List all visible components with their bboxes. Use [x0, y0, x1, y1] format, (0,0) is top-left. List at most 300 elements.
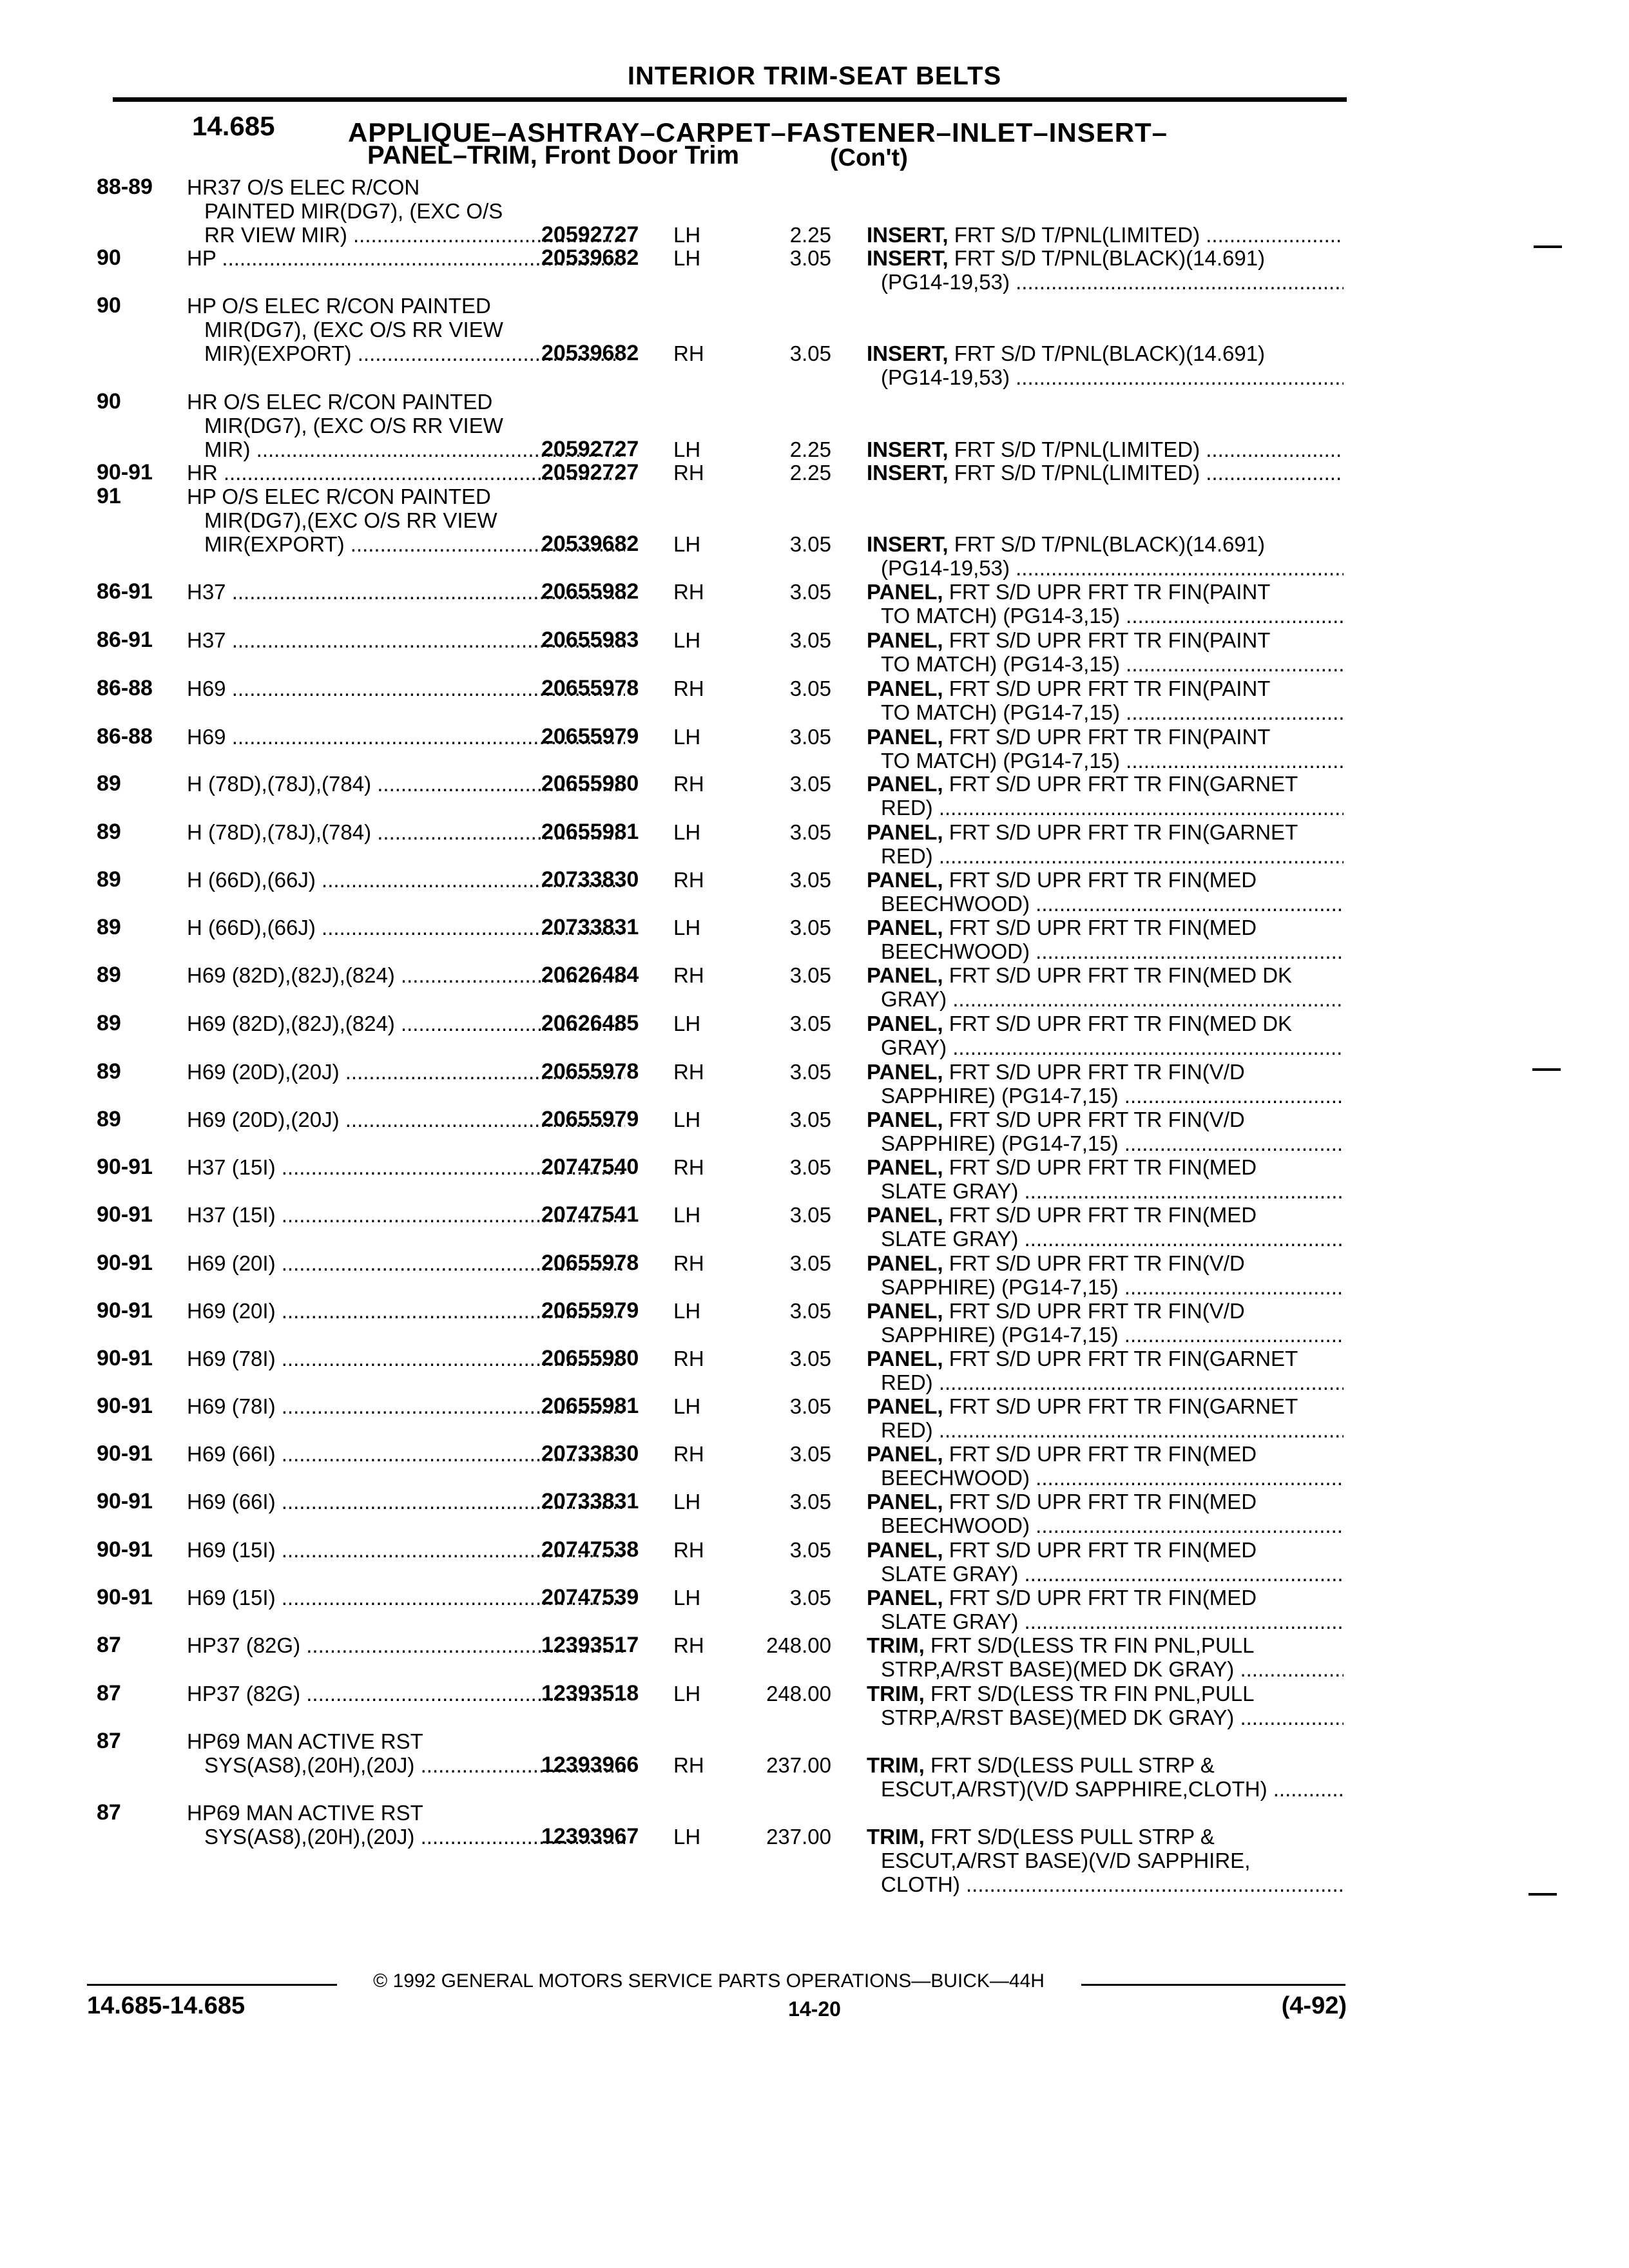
entry-quantity: 3.05: [789, 246, 831, 270]
entry-model-line: H (78D),(78J),(784) .....: [187, 820, 625, 844]
entry-side: RH: [673, 868, 704, 892]
entry-description-line: SLATE GRAY) .....: [867, 1179, 1344, 1203]
entry-description-keyword: PANEL,: [867, 772, 943, 796]
entry-year: 89: [97, 1011, 121, 1035]
entry-model-line: HP O/S ELEC R/CON PAINTED: [187, 294, 491, 318]
entry-description-line: [867, 1299, 1344, 1323]
entry-description-text: FRT S/D UPR FRT TR FIN(GARNET: [949, 820, 1298, 844]
entry-model-line: MIR)(EXPORT) .....: [187, 341, 625, 365]
entry-description-line: GRAY) .....: [867, 987, 1344, 1011]
entry-description: [867, 1394, 1344, 1442]
entry-description-text: FRT S/D UPR FRT TR FIN(MED: [949, 868, 1257, 892]
entry-year: 90-91: [97, 1489, 153, 1514]
margin-mark: [1528, 1893, 1557, 1896]
entry-description: [867, 246, 1344, 294]
entry-description: [867, 1753, 1344, 1801]
entry-part-number: 20592727: [541, 460, 639, 485]
entry-description: [867, 725, 1344, 773]
entry-description-keyword: PANEL,: [867, 916, 943, 939]
entry-side: RH: [673, 1633, 704, 1657]
entry-year: 89: [97, 771, 121, 796]
entry-description: [867, 1251, 1344, 1299]
entry-description: [867, 1825, 1344, 1896]
section-title-line1: APPLIQUE–ASHTRAY–CARPET–FASTENER–INLET–INSERT–: [348, 117, 1168, 148]
entry-year: 90-91: [97, 1155, 153, 1179]
entry-model-line: H69 (66I) .....: [187, 1442, 625, 1466]
entry-side: RH: [673, 461, 704, 485]
entry-description: [867, 1203, 1344, 1251]
entry-description: [867, 223, 1344, 247]
entry-description-line: [867, 1682, 1344, 1706]
entry-side: LH: [673, 1682, 701, 1706]
entry-year: 90-91: [97, 1346, 153, 1370]
entry-description: [867, 916, 1344, 963]
entry-description: [867, 437, 1344, 461]
entry-description-text: FRT S/D UPR FRT TR FIN(PAINT: [949, 628, 1271, 652]
entry-description-keyword: TRIM,: [867, 1753, 925, 1777]
entry-quantity: 3.05: [789, 1394, 831, 1418]
entry-side: LH: [673, 1825, 701, 1849]
entry-description-text: FRT S/D UPR FRT TR FIN(MED: [949, 1490, 1257, 1514]
entry-description: [867, 1108, 1344, 1155]
entry-year: 87: [97, 1729, 121, 1753]
entry-description-keyword: PANEL,: [867, 580, 943, 604]
entry-quantity: 2.25: [789, 223, 831, 247]
entry-description-text: FRT S/D T/PNL(LIMITED): [954, 223, 1200, 247]
entry-model-line: SYS(AS8),(20H),(20J) .....: [187, 1753, 625, 1777]
entry-side: LH: [673, 1394, 701, 1418]
entry-model-line: H69 (82D),(82J),(824) .....: [187, 1012, 625, 1035]
entry-description-line: BEECHWOOD) .....: [867, 1466, 1344, 1490]
entry-year: 89: [97, 867, 121, 892]
entry-description-line: TO MATCH) (PG14-7,15) .....: [867, 749, 1344, 773]
entry-description: [867, 1012, 1344, 1059]
entry-description-line: [867, 1108, 1344, 1131]
entry-description-text: FRT S/D T/PNL(BLACK)(14.691): [954, 532, 1266, 556]
entry-description-text: FRT S/D UPR FRT TR FIN(MED DK: [949, 1012, 1293, 1035]
entry-description-line: TO MATCH) (PG14-3,15) .....: [867, 604, 1344, 628]
entry-part-number: 20747538: [541, 1537, 639, 1562]
entry-side: RH: [673, 1347, 704, 1370]
entry-description: [867, 461, 1344, 485]
entry-year: 90: [97, 389, 121, 414]
entry-quantity: 237.00: [766, 1825, 831, 1849]
entry-description-keyword: PANEL,: [867, 1490, 943, 1514]
entry-description: [867, 677, 1344, 724]
entry-year: 87: [97, 1681, 121, 1706]
entry-description-line: [867, 532, 1344, 556]
entry-side: LH: [673, 628, 701, 652]
entry-model-line: MIR(DG7),(EXC O/S RR VIEW: [204, 508, 497, 532]
entry-description-line: TO MATCH) (PG14-7,15) .....: [867, 700, 1344, 724]
entry-part-number: 20655978: [541, 1251, 639, 1275]
entry-description-line: [867, 1586, 1344, 1610]
entry-part-number: 12393967: [541, 1824, 639, 1849]
entry-quantity: 3.05: [789, 963, 831, 987]
entry-description: [867, 1490, 1344, 1537]
entry-side: LH: [673, 1108, 701, 1131]
entry-year: 87: [97, 1800, 121, 1825]
entry-description-line: (PG14-19,53) .....: [867, 270, 1344, 294]
entry-description-keyword: PANEL,: [867, 1442, 943, 1466]
entry-description-line: [867, 963, 1344, 987]
entry-description-text: FRT S/D UPR FRT TR FIN(MED: [949, 1442, 1257, 1466]
entry-side: LH: [673, 246, 701, 270]
entry-year: 89: [97, 820, 121, 844]
entry-quantity: 248.00: [766, 1633, 831, 1657]
footer-copyright: © 1992 GENERAL MOTORS SERVICE PARTS OPERATIONS—BUICK—44H: [373, 1970, 1045, 1992]
entry-part-number: 20539682: [541, 532, 639, 556]
entry-year: 91: [97, 484, 121, 508]
entry-part-number: 20733831: [541, 915, 639, 939]
entry-description-text: FRT S/D UPR FRT TR FIN(V/D: [949, 1060, 1245, 1084]
entry-description: [867, 341, 1344, 389]
entry-model-line: H (66D),(66J) .....: [187, 868, 625, 892]
entry-description-text: FRT S/D(LESS TR FIN PNL,PULL: [930, 1682, 1255, 1706]
entry-description-line: RED) .....: [867, 1418, 1344, 1442]
entry-description: [867, 772, 1344, 820]
entry-description-line: TO MATCH) (PG14-3,15) .....: [867, 652, 1344, 676]
entry-description-keyword: PANEL,: [867, 1108, 943, 1131]
footer-date-code: (4-92): [1281, 1992, 1347, 2019]
entry-year: 90-91: [97, 1298, 153, 1323]
section-title-line2: PANEL–TRIM, Front Door Trim: [367, 141, 740, 169]
entry-description-line: RED) .....: [867, 1370, 1344, 1394]
entry-description-keyword: PANEL,: [867, 963, 943, 987]
entry-model-line: H37 .....: [187, 628, 625, 652]
entry-description-keyword: PANEL,: [867, 1012, 943, 1035]
entry-description-line: [867, 1347, 1344, 1370]
entry-description-line: (PG14-19,53) .....: [867, 365, 1344, 389]
entry-side: RH: [673, 963, 704, 987]
entry-year: 90: [97, 293, 121, 318]
entry-description-line: [867, 677, 1344, 700]
entry-description: [867, 1586, 1344, 1633]
entry-description-line: SAPPHIRE) (PG14-7,15) .....: [867, 1084, 1344, 1108]
entry-part-number: 20539682: [541, 245, 639, 270]
entry-description: [867, 1538, 1344, 1586]
entry-description-line: [867, 246, 1344, 270]
entry-description: [867, 532, 1344, 580]
entry-side: RH: [673, 677, 704, 700]
entry-description-keyword: PANEL,: [867, 1251, 943, 1275]
footer-rule-left: [87, 1984, 337, 1986]
entry-description-keyword: PANEL,: [867, 725, 943, 749]
entry-year: 89: [97, 1059, 121, 1084]
entry-description-line: SAPPHIRE) (PG14-7,15) .....: [867, 1275, 1344, 1299]
entry-model-line: HP69 MAN ACTIVE RST: [187, 1729, 423, 1753]
entry-description-line: [867, 580, 1344, 604]
entry-part-number: 20655979: [541, 1107, 639, 1131]
entry-description-text: FRT S/D UPR FRT TR FIN(MED: [949, 1538, 1257, 1562]
entry-description-text: FRT S/D UPR FRT TR FIN(PAINT: [949, 677, 1271, 700]
entry-model-line: MIR(EXPORT) .....: [187, 532, 625, 556]
entry-description-text: FRT S/D(LESS PULL STRP &: [930, 1753, 1215, 1777]
entry-description-line: RED) .....: [867, 844, 1344, 868]
entry-description-text: FRT S/D UPR FRT TR FIN(PAINT: [949, 725, 1271, 749]
entry-part-number: 20655978: [541, 676, 639, 700]
entry-description-line: SAPPHIRE) (PG14-7,15) .....: [867, 1131, 1344, 1155]
entry-description: [867, 580, 1344, 628]
entry-model-line: H37 .....: [187, 580, 625, 604]
entry-description-line: [867, 1203, 1344, 1227]
entry-side: LH: [673, 916, 701, 939]
margin-mark: [1534, 245, 1562, 248]
entry-description-line: GRAY) .....: [867, 1035, 1344, 1059]
entry-model-line: H69 (20I) .....: [187, 1299, 625, 1323]
entry-description: [867, 628, 1344, 676]
entry-side: LH: [673, 1490, 701, 1514]
entry-year: 86-91: [97, 579, 153, 604]
entry-description-text: FRT S/D(LESS TR FIN PNL,PULL: [930, 1633, 1255, 1657]
entry-model-line: HR37 O/S ELEC R/CON: [187, 175, 420, 199]
entry-description-keyword: TRIM,: [867, 1682, 925, 1706]
entry-description-line: SLATE GRAY) .....: [867, 1562, 1344, 1586]
entry-year: 86-88: [97, 724, 153, 749]
entry-year: 89: [97, 1107, 121, 1131]
entry-side: LH: [673, 1203, 701, 1227]
entry-description-line: ESCUT,A/RST)(V/D SAPPHIRE,CLOTH) .....: [867, 1777, 1344, 1801]
entry-model-line: H (66D),(66J) .....: [187, 916, 625, 939]
entry-part-number: 20747540: [541, 1155, 639, 1179]
entry-side: RH: [673, 1753, 704, 1777]
entry-part-number: 20626485: [541, 1011, 639, 1035]
footer-rule-right: [1081, 1984, 1345, 1986]
continued-label: (Con't): [830, 144, 908, 171]
section-number: 14.685: [192, 111, 275, 141]
entry-side: LH: [673, 223, 701, 247]
entry-description-line: [867, 341, 1344, 365]
entry-description-keyword: INSERT,: [867, 223, 949, 247]
entry-model-line: HP69 MAN ACTIVE RST: [187, 1801, 423, 1825]
entry-model-line: HR O/S ELEC R/CON PAINTED: [187, 390, 493, 414]
entry-description-text: FRT S/D(LESS PULL STRP &: [930, 1825, 1215, 1849]
entry-description-keyword: INSERT,: [867, 532, 949, 556]
entry-year: 90-91: [97, 1585, 153, 1610]
entry-description-line: [867, 1753, 1344, 1777]
entry-description-text: FRT S/D UPR FRT TR FIN(GARNET: [949, 1347, 1298, 1370]
entry-description-text: FRT S/D T/PNL(LIMITED): [954, 437, 1200, 461]
entry-quantity: 2.25: [789, 437, 831, 461]
entry-quantity: 3.05: [789, 580, 831, 604]
entry-description-line: [867, 1633, 1344, 1657]
entry-description-text: FRT S/D UPR FRT TR FIN(MED: [949, 1155, 1257, 1179]
page-header-title: INTERIOR TRIM-SEAT BELTS: [627, 62, 1002, 90]
margin-mark: [1532, 1068, 1561, 1071]
entry-side: RH: [673, 1155, 704, 1179]
entry-description-text: FRT S/D UPR FRT TR FIN(V/D: [949, 1251, 1245, 1275]
entry-part-number: 20655983: [541, 628, 639, 652]
entry-year: 86-91: [97, 628, 153, 652]
entry-quantity: 248.00: [766, 1682, 831, 1706]
entry-description-line: [867, 916, 1344, 939]
entry-description-line: [867, 628, 1344, 652]
entry-description-line: CLOTH) .....: [867, 1872, 1344, 1896]
entry-quantity: 237.00: [766, 1753, 831, 1777]
entry-model-line: H69 .....: [187, 725, 625, 749]
entry-description-line: [867, 1155, 1344, 1179]
entry-model-line: H69 .....: [187, 677, 625, 700]
entry-description-line: BEECHWOOD) .....: [867, 939, 1344, 963]
entry-part-number: 20733831: [541, 1489, 639, 1514]
entry-part-number: 20592727: [541, 222, 639, 247]
entry-description-line: [867, 1060, 1344, 1084]
entry-description-line: [867, 868, 1344, 892]
entry-year: 86-88: [97, 676, 153, 700]
entry-description: [867, 820, 1344, 868]
entry-quantity: 3.05: [789, 1299, 831, 1323]
entry-model-line: H69 (66I) .....: [187, 1490, 625, 1514]
entry-year: 90-91: [97, 1202, 153, 1227]
entry-year: 90-91: [97, 1251, 153, 1275]
entry-description-text: FRT S/D UPR FRT TR FIN(MED: [949, 916, 1257, 939]
entry-part-number: 20747539: [541, 1585, 639, 1610]
entry-part-number: 12393518: [541, 1681, 639, 1706]
entry-quantity: 3.05: [789, 725, 831, 749]
entry-side: LH: [673, 437, 701, 461]
entry-model-line: PAINTED MIR(DG7), (EXC O/S: [204, 199, 503, 223]
entry-description-keyword: PANEL,: [867, 1394, 943, 1418]
entry-description: [867, 1442, 1344, 1490]
entry-description: [867, 1347, 1344, 1394]
entry-model-line: HP37 (82G) .....: [187, 1682, 625, 1706]
entry-model-line: HR .....: [187, 461, 625, 485]
entry-part-number: 20655982: [541, 579, 639, 604]
entry-description-line: [867, 223, 1344, 247]
entry-description: [867, 1060, 1344, 1108]
entry-description-text: FRT S/D UPR FRT TR FIN(GARNET: [949, 772, 1298, 796]
entry-year: 90-91: [97, 1394, 153, 1418]
entry-description-line: SAPPHIRE) (PG14-7,15) .....: [867, 1323, 1344, 1347]
entry-side: LH: [673, 1012, 701, 1035]
entry-description: [867, 1299, 1344, 1347]
entry-quantity: 3.05: [789, 1012, 831, 1035]
entry-model-line: H69 (15I) .....: [187, 1586, 625, 1610]
entry-description-line: [867, 1012, 1344, 1035]
entry-quantity: 3.05: [789, 1586, 831, 1610]
entry-description-line: [867, 820, 1344, 844]
entry-model-line: H69 (82D),(82J),(824) .....: [187, 963, 625, 987]
entry-model-line: MIR(DG7), (EXC O/S RR VIEW: [204, 414, 503, 437]
entry-year: 88-89: [97, 175, 153, 199]
entry-part-number: 20733830: [541, 867, 639, 892]
entry-year: 89: [97, 963, 121, 987]
entry-quantity: 3.05: [789, 628, 831, 652]
entry-quantity: 2.25: [789, 461, 831, 485]
entry-part-number: 20655981: [541, 1394, 639, 1418]
entry-description-line: [867, 1538, 1344, 1562]
entry-description-text: FRT S/D UPR FRT TR FIN(V/D: [949, 1299, 1245, 1323]
entry-description-keyword: PANEL,: [867, 1060, 943, 1084]
entry-description-line: STRP,A/RST BASE)(MED DK GRAY) .....: [867, 1706, 1344, 1729]
entry-quantity: 3.05: [789, 677, 831, 700]
entry-part-number: 20655981: [541, 820, 639, 844]
entry-model-line: H69 (20I) .....: [187, 1251, 625, 1275]
entry-description-keyword: PANEL,: [867, 1155, 943, 1179]
entry-description: [867, 1682, 1344, 1729]
entry-model-line: HP .....: [187, 246, 625, 270]
entry-part-number: 20747541: [541, 1202, 639, 1227]
entry-quantity: 3.05: [789, 1251, 831, 1275]
entry-description-line: RED) .....: [867, 796, 1344, 820]
entry-description: [867, 1155, 1344, 1203]
entry-description-text: FRT S/D UPR FRT TR FIN(PAINT: [949, 580, 1271, 604]
entry-year: 90-91: [97, 460, 153, 485]
entry-part-number: 12393517: [541, 1633, 639, 1657]
entry-year: 89: [97, 915, 121, 939]
entry-quantity: 3.05: [789, 1108, 831, 1131]
entry-part-number: 20655979: [541, 724, 639, 749]
entry-description-line: [867, 461, 1344, 485]
entry-quantity: 3.05: [789, 820, 831, 844]
entry-quantity: 3.05: [789, 1203, 831, 1227]
entry-description-keyword: PANEL,: [867, 820, 943, 844]
entry-description-line: BEECHWOOD) .....: [867, 892, 1344, 916]
entry-model-line: SYS(AS8),(20H),(20J) .....: [187, 1825, 625, 1849]
entry-model-line: H (78D),(78J),(784) .....: [187, 772, 625, 796]
entry-side: RH: [673, 580, 704, 604]
footer-section-range: 14.685-14.685: [87, 1992, 246, 2019]
entry-description-keyword: INSERT,: [867, 246, 949, 270]
entry-quantity: 3.05: [789, 1060, 831, 1084]
entry-description-text: FRT S/D T/PNL(LIMITED): [954, 461, 1200, 485]
entry-description-line: [867, 1394, 1344, 1418]
entry-model-line: H69 (78I) .....: [187, 1347, 625, 1370]
entry-side: LH: [673, 1299, 701, 1323]
entry-quantity: 3.05: [789, 1442, 831, 1466]
entry-part-number: 20655980: [541, 1346, 639, 1370]
entry-quantity: 3.05: [789, 868, 831, 892]
entry-description-line: [867, 772, 1344, 796]
entry-quantity: 3.05: [789, 916, 831, 939]
entry-description-text: FRT S/D UPR FRT TR FIN(MED: [949, 1586, 1257, 1610]
entry-quantity: 3.05: [789, 1490, 831, 1514]
entry-side: RH: [673, 772, 704, 796]
entry-description-keyword: PANEL,: [867, 628, 943, 652]
entry-description-line: ESCUT,A/RST BASE)(V/D SAPPHIRE,: [881, 1849, 1251, 1872]
entry-model-line: H37 (15I) .....: [187, 1155, 625, 1179]
entry-description-keyword: PANEL,: [867, 1347, 943, 1370]
entry-model-line: H37 (15I) .....: [187, 1203, 625, 1227]
entry-side: RH: [673, 1060, 704, 1084]
entry-part-number: 20655980: [541, 771, 639, 796]
entry-side: RH: [673, 341, 704, 365]
entry-side: RH: [673, 1442, 704, 1466]
entry-description-keyword: TRIM,: [867, 1825, 925, 1849]
entry-description-text: FRT S/D UPR FRT TR FIN(MED: [949, 1203, 1257, 1227]
entry-model-line: MIR) .....: [187, 437, 625, 461]
entry-description-line: SLATE GRAY) .....: [867, 1610, 1344, 1633]
entry-description: [867, 1633, 1344, 1681]
entry-model-line: MIR(DG7), (EXC O/S RR VIEW: [204, 318, 503, 341]
entry-quantity: 3.05: [789, 1155, 831, 1179]
entry-year: 90-91: [97, 1441, 153, 1466]
entry-part-number: 20539682: [541, 341, 639, 365]
entry-description-keyword: PANEL,: [867, 1538, 943, 1562]
entry-side: RH: [673, 1251, 704, 1275]
entry-part-number: 20733830: [541, 1441, 639, 1466]
entry-model-line: H69 (20D),(20J) .....: [187, 1108, 625, 1131]
entry-description: [867, 963, 1344, 1011]
entry-description-keyword: PANEL,: [867, 677, 943, 700]
entry-quantity: 3.05: [789, 341, 831, 365]
entry-side: LH: [673, 1586, 701, 1610]
entry-year: 87: [97, 1633, 121, 1657]
entry-model-line: H69 (78I) .....: [187, 1394, 625, 1418]
entry-description-line: [867, 1442, 1344, 1466]
entry-year: 90: [97, 245, 121, 270]
entry-quantity: 3.05: [789, 772, 831, 796]
